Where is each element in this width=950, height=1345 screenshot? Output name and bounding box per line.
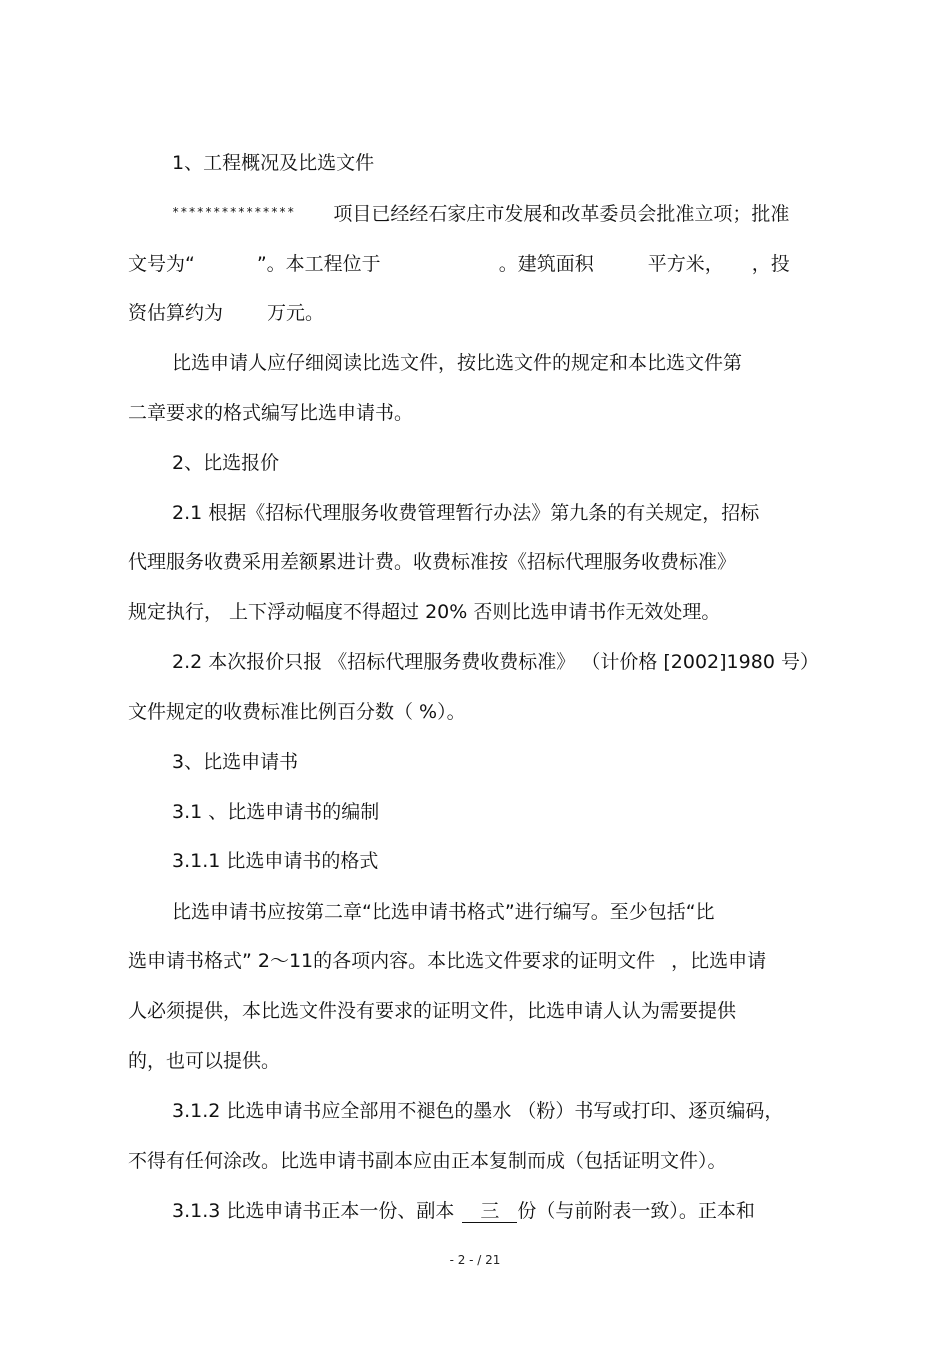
masked-project-name: ***************: [172, 205, 296, 219]
subsection-heading: 3.1.1 比选申请书的格式: [172, 850, 379, 872]
section-heading-1: 1、工程概况及比选文件: [172, 152, 375, 174]
paragraph-line: 资估算约为 万元。: [128, 302, 325, 324]
paragraph-line: 人必须提供，本比选文件没有要求的证明文件，比选申请人认为需要提供: [128, 1000, 737, 1022]
paragraph-line: 不得有任何涂改。比选申请书副本应由正本复制而成（包括证明文件）。: [128, 1150, 727, 1172]
subsection-heading: 3.1 、比选申请书的编制: [172, 801, 380, 823]
paragraph-line: 文号为“ ”。本工程位于 。建筑面积 平方米， ，投: [128, 253, 790, 275]
paragraph-line: 二章要求的格式编写比选申请书。: [128, 402, 414, 424]
paragraph-line: 代理服务收费采用差额累进计费。收费标准按《招标代理服务收费标准》: [128, 551, 737, 573]
paragraph-line: 2.2 本次报价只报 《招标代理服务费收费标准》 （计价格 [2002]1980 号）: [172, 651, 819, 673]
section-heading-2: 2、比选报价: [172, 452, 280, 474]
paragraph-line: 规定执行， 上下浮动幅度不得超过 20% 否则比选申请书作无效处理。: [128, 601, 721, 623]
page-number: - 2 - / 21: [449, 1253, 501, 1267]
underlined-copy-count: 三: [462, 1200, 517, 1223]
paragraph-line: 3.1.2 比选申请书应全部用不褪色的墨水 （粉）书写或打印、逐页编码，: [172, 1100, 784, 1122]
paragraph-line: 选申请书格式” 2～11的各项内容。本比选文件要求的证明文件 ，比选申请: [128, 950, 767, 972]
paragraph-line: 比选申请人应仔细阅读比选文件，按比选文件的规定和本比选文件第: [172, 352, 743, 374]
paragraph-line: 的，也可以提供。: [128, 1050, 281, 1072]
paragraph-line: *************** 项目已经经石家庄市发展和改革委员会批准立项；批准: [172, 203, 790, 225]
paragraph-line: 比选申请书应按第二章“比选申请书格式”进行编写。至少包括“比: [172, 901, 715, 923]
section-heading-3: 3、比选申请书: [172, 751, 299, 773]
paragraph-line: 3.1.3 比选申请书正本一份、副本 三 份（与前附表一致）。正本和: [172, 1200, 755, 1222]
paragraph-line: 文件规定的收费标准比例百分数（ %）。: [128, 701, 466, 723]
paragraph-line: 2.1 根据《招标代理服务收费管理暂行办法》第九条的有关规定，招标: [172, 502, 760, 524]
